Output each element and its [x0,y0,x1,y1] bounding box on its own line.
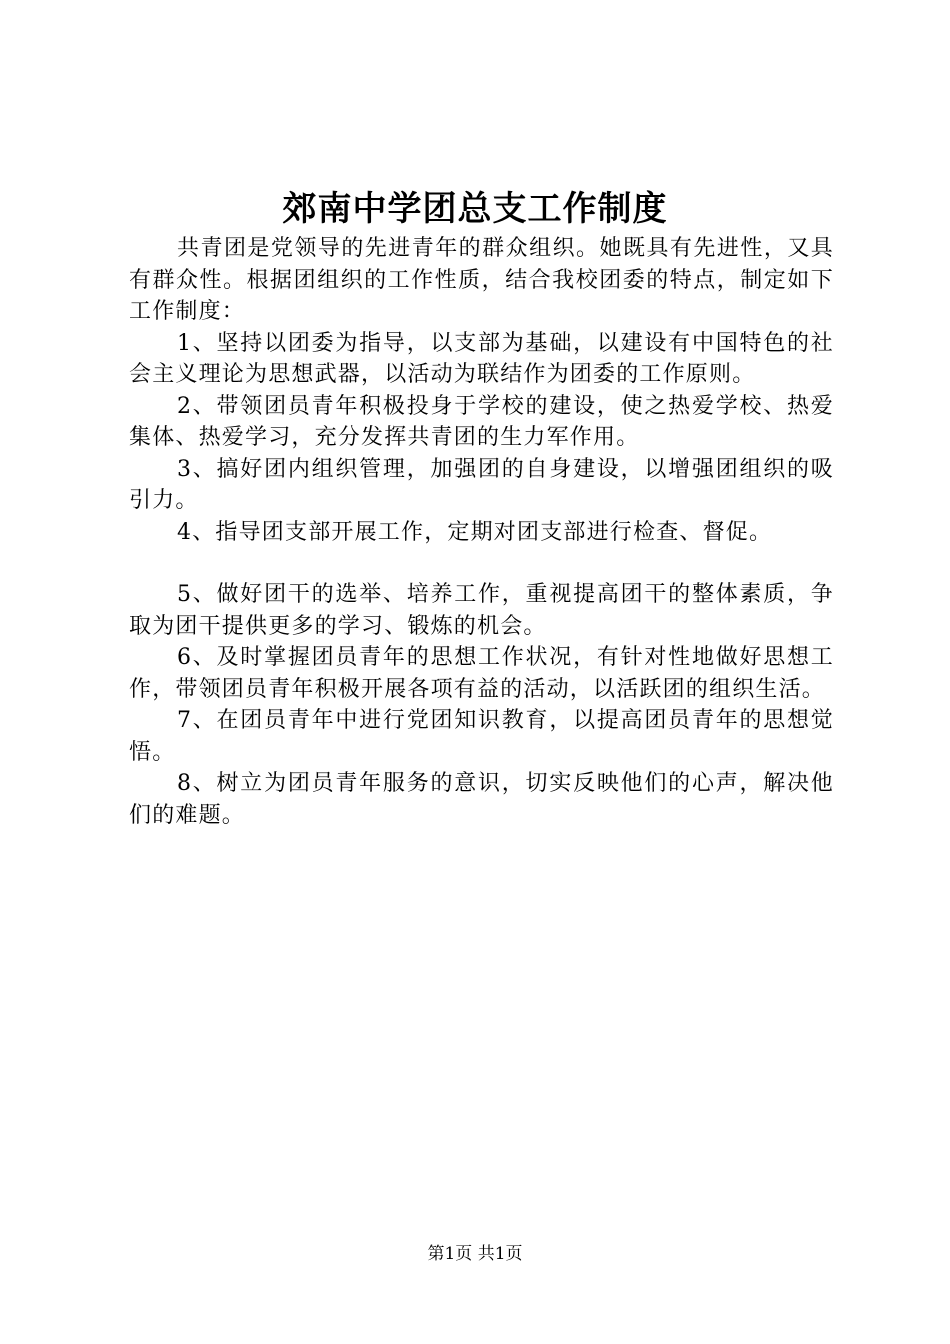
rule-item-3: 3、搞好团内组织管理，加强团的自身建设，以增强团组织的吸引力。 [129,456,834,513]
rule-item-6: 6、及时掌握团员青年的思想工作状况，有针对性地做好思想工作，带领团员青年积极开展各项有益的活动，以活跃团的组织生活。 [129,645,834,702]
rule-item-1: 1、坚持以团委为指导，以支部为基础，以建设有中国特色的社会主义理论为思想武器，以活动为联结作为团委的工作原则。 [129,330,834,387]
rule-item-2: 2、带领团员青年积极投身于学校的建设，使之热爱学校、热爱集体、热爱学习，充分发挥共青团的生力军作用。 [129,393,834,450]
rule-item-7: 7、在团员青年中进行党团知识教育，以提高团员青年的思想觉悟。 [129,708,834,765]
document-body [129,233,834,831]
page-number-footer: 第1页 共1页 [427,1244,523,1264]
rule-item-5: 5、做好团干的选举、培养工作，重视提高团干的整体素质，争取为团干提供更多的学习、锻炼的机会。 [129,582,834,639]
intro-paragraph: 共青团是党领导的先进青年的群众组织。她既具有先进性，又具有群众性。根据团组织的工作性质，结合我校团委的特点，制定如下工作制度： [129,236,834,324]
document-title: 郊南中学团总支工作制度 [282,189,668,229]
rule-item-4: 4、指导团支部开展工作，定期对团支部进行检查、督促。 [177,519,773,545]
rule-item-8: 8、树立为团员青年服务的意识，切实反映他们的心声，解决他们的难题。 [129,771,834,828]
